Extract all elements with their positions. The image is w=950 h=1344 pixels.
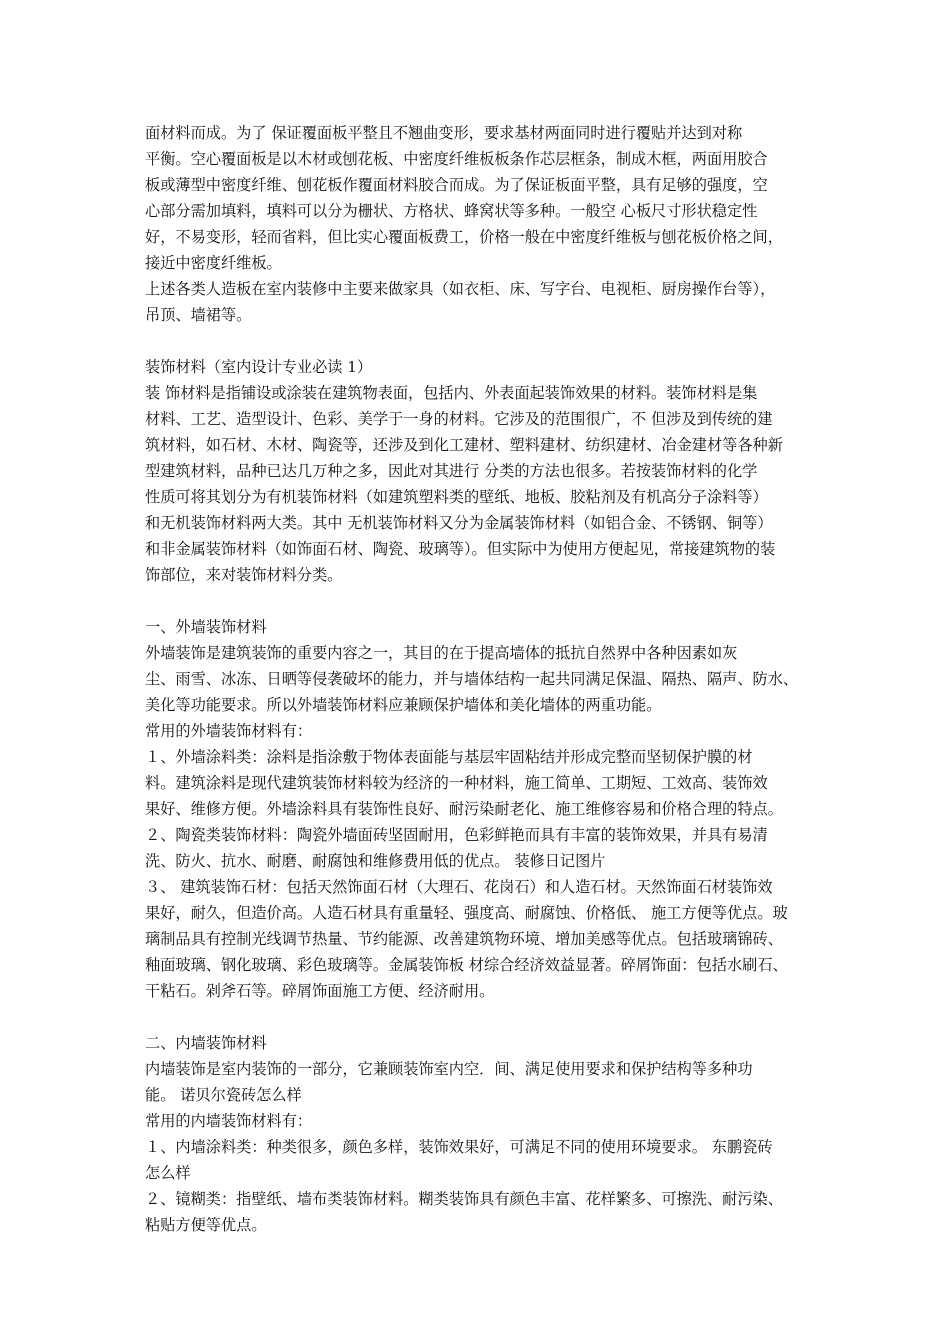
- text-line: 和非金属装饰材料（如饰面石材、陶瓷、玻璃等）。但实际中为使用方便起见，常接建筑物的装: [145, 540, 776, 558]
- paragraph-gap: [145, 588, 817, 614]
- text-line: 能。 诺贝尔瓷砖怎么样: [145, 1086, 302, 1104]
- text-line: 心部分需加填料，填料可以分为栅状、方格状、蜂窝状等多种。一般空 心板尺寸形状稳定性: [145, 202, 758, 220]
- paragraph-gap: [145, 328, 817, 354]
- list-item: １、内墙涂料类：种类很多，颜色多样，装饰效果好，可满足不同的使用环境要求。 东鹏瓷砖: [145, 1138, 773, 1156]
- list-item: ２、陶瓷类装饰材料：陶瓷外墙面砖坚固耐用，色彩鲜艳而具有丰富的装饰效果，并具有易清: [145, 826, 768, 844]
- paragraph-gap: [145, 1004, 817, 1030]
- text-line: 外墙装饰是建筑装饰的重要内容之一，其目的在于提高墙体的抵抗自然界中各种因素如灰: [145, 644, 738, 662]
- list-item: １、外墙涂料类：涂料是指涂敷于物体表面能与基层牢固粘结并形成完整而坚韧保护膜的材: [145, 748, 753, 766]
- list-item: ３、 建筑装饰石材：包括天然饰面石材（大理石、花岗石）和人造石材。天然饰面石材装饰效: [145, 878, 773, 896]
- text-line: 洗、防火、抗水、耐磨、耐腐蚀和维修费用低的优点。 装修日记图片: [145, 852, 606, 870]
- list-item: ２、镜糊类：指壁纸、墙布类装饰材料。糊类装饰具有颜色丰富、花样繁多、可擦洗、耐污染、: [145, 1190, 783, 1208]
- text-line: 怎么样: [145, 1164, 191, 1182]
- text-line: 好，不易变形，轻而省料，但比实心覆面板费工，价格一般在中密度纤维板与刨花板价格之间，: [145, 228, 783, 246]
- text-line: 饰部位，来对装饰材料分类。: [145, 566, 343, 584]
- section-heading: 一、外墙装饰材料: [145, 618, 267, 636]
- text-line: 果好，耐久，但造价高。人造石材具有重量轻、强度高、耐腐蚀、价格低、 施工方便等优点。玻: [145, 904, 788, 922]
- text-line: 性质可将其划分为有机装饰材料（如建筑塑料类的壁纸、地板、胶粘剂及有机高分子涂料等）: [145, 488, 768, 506]
- text-line: 璃制品具有控制光线调节热量、节约能源、改善建筑物环境、增加美感等优点。包括玻璃锦砖、: [145, 930, 783, 948]
- text-line: 面材料而成。为了 保证覆面板平整且不翘曲变形，要求基材两面同时进行覆贴并达到对称: [145, 124, 743, 142]
- text-line: 尘、雨雪、冰冻、日晒等侵袭破坏的能力，并与墙体结构一起共同满足保温、隔热、隔声、防水、: [145, 670, 799, 688]
- document-body: [145, 120, 817, 1238]
- text-line: 吊顶、墙裙等。: [145, 306, 252, 324]
- text-line: 釉面玻璃、钢化玻璃、彩色玻璃等。金属装饰板 材综合经济效益显著。碎屑饰面：包括水刷石、: [145, 956, 788, 974]
- section-heading: 装饰材料（室内设计专业必读 1）: [145, 358, 373, 376]
- text-line: 内墙装饰是室内装饰的一部分，它兼顾装饰室内空．间、满足使用要求和保护结构等多种功: [145, 1060, 753, 1078]
- text-line: 料。建筑涂料是现代建筑装饰材料较为经济的一种材料，施工简单、工期短、工效高、装饰效: [145, 774, 768, 792]
- text-line: 筑材料，如石材、木材、陶瓷等，还涉及到化工建材、塑料建材、纺织建材、冶金建材等各种新: [145, 436, 783, 454]
- text-line: 装 饰材料是指铺设或涂装在建筑物表面，包括内、外表面起装饰效果的材料。装饰材料是集: [145, 384, 758, 402]
- text-line: 美化等功能要求。所以外墙装饰材料应兼顾保护墙体和美化墙体的两重功能。: [145, 696, 662, 714]
- text-line: 材料、工艺、造型设计、色彩、美学于一身的材料。它涉及的范围很广，不 但涉及到传统的建: [145, 410, 773, 428]
- text-line: 和无机装饰材料两大类。其中 无机装饰材料又分为金属装饰材料（如铝合金、不锈钢、铜等）: [145, 514, 773, 532]
- text-line: 干粘石。剁斧石等。碎屑饰面施工方便、经济耐用。: [145, 982, 495, 1000]
- text-line: 果好、维修方便。外墙涂料具有装饰性良好、耐污染耐老化、施工维修容易和价格合理的特点。: [145, 800, 783, 818]
- text-line: 常用的外墙装饰材料有：: [145, 722, 313, 740]
- text-line: 板或薄型中密度纤维、刨花板作覆面材料胶合而成。为了保证板面平整，具有足够的强度，空: [145, 176, 768, 194]
- text-line: 平衡。空心覆面板是以木材或刨花板、中密度纤维板板条作芯层框条，制成木框，两面用胶合: [145, 150, 768, 168]
- text-line: 上述各类人造板在室内装修中主要来做家具（如衣柜、床、写字台、电视柜、厨房操作台等），: [145, 280, 776, 298]
- text-line: 型建筑材料，品种已达几万种之多，因此对其进行 分类的方法也很多。若按装饰材料的化学: [145, 462, 758, 480]
- text-line: 粘贴方便等优点。: [145, 1216, 267, 1234]
- section-heading: 二、内墙装饰材料: [145, 1034, 267, 1052]
- text-line: 接近中密度纤维板。: [145, 254, 282, 272]
- text-line: 常用的内墙装饰材料有：: [145, 1112, 313, 1130]
